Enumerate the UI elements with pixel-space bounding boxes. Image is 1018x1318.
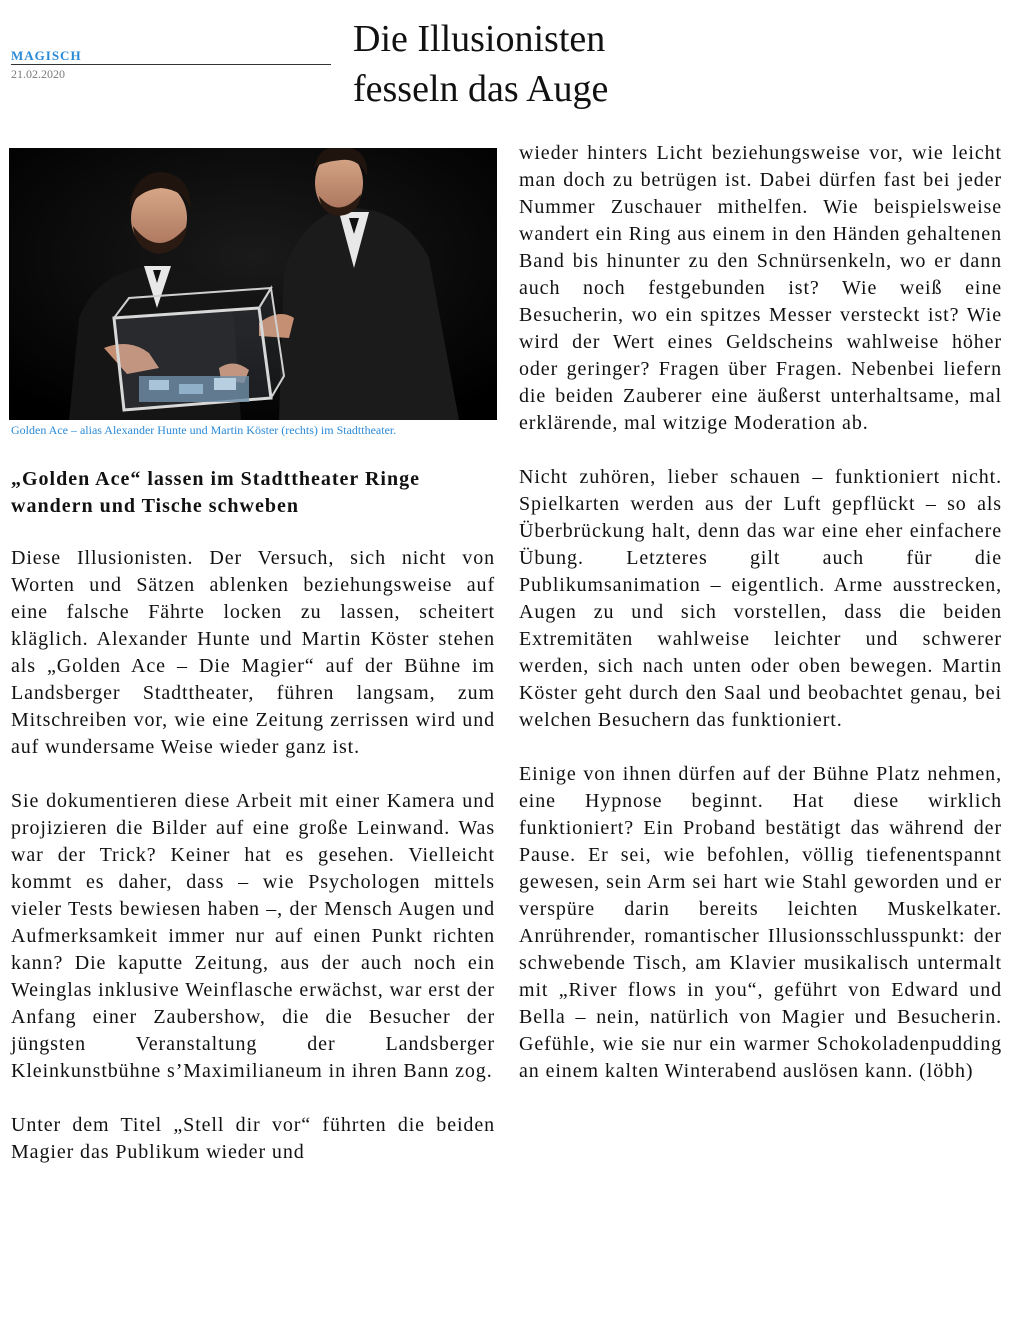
headline <box>353 14 993 114</box>
section-kicker: MAGISCH <box>11 48 331 65</box>
paragraph: Sie dokumentieren diese Arbeit mit einer Kamera und projizieren die Bilder auf eine große Leinwand. Was war der Trick? Keiner hat es gesehen. Vielleicht kommt es daher, dass – wie Psychologen mittels vieler Tests bewiesen haben –, der Mensch Augen und Aufmerksamkeit immer nur auf einen Punkt richten kann? Die kaputte Zeitung, aus der auch noch ein Weinglas inklusive Weinflasche erwächst, war erst der Anfang einer Zaubershow, die die Besucher der jüngsten Veranstaltung der Landsberger Kleinkunstbühne s’Maximilianeum in ihren Bann zog. <box>11 790 495 1082</box>
paragraph: wieder hinters Licht beziehungsweise vor, wie leicht man doch zu betrügen ist. Dabei dürfen fast bei jeder Nummer Zuschauer mithelfen. Wie beispielsweise wandert ein Ring aus einem in den Händen gehaltenen Band bis hinunter zu den Schnürsenkeln, wo er dann auch noch festgebunden ist? Wie weiß eine Besucherin, wo ein spitzes Messer versteckt ist? Wie wird der Wert eines Geldscheins wahlweise höher oder geringer? Fragen über Fragen. Nebenbei liefern die beiden Zauberer eine äußerst unterhaltsame, mal erklärende, mal witzige Moderation ab. <box>519 142 1002 434</box>
photo-illustration <box>9 148 497 420</box>
headline-line-1: Die Illusionisten <box>353 18 606 60</box>
paragraph: Einige von ihnen dürfen auf der Bühne Platz nehmen, eine Hypnose beginnt. Hat diese wirklich funktioniert? Ein Proband bestätigt das während der Pause. Er sei, wie befohlen, völlig tiefenentspannt gewesen, sein Arm sei hart wie Stahl geworden und er verspüre darin bereits leichten Muskelkater. Anrührender, romantischer Illusionsschlusspunkt: der schwebende Tisch, am Klavier musikalisch untermalt mit „River flows in you“, geführt von Edward und Bella – nein, natürlich von Magier und Besucherin. Gefühle, wie sie nur ein warmer Schokoladenpudding an einem kalten Winterabend auslösen kann. (löbh) <box>519 763 1002 1082</box>
paragraph: Nicht zuhören, lieber schauen – funktioniert nicht. Spielkarten werden aus der Luft gepflückt – so als Überbrückung halt, denn das war eine eher einfachere Übung. Letzteres gilt auch für die Publikumsanimation – eigentlich. Arme ausstrecken, Augen zu und sich vorstellen, dass die beiden Extremitäten wahlweise leichter und schwerer werden, sich nach unten oder oben bewegen. Martin Köster geht durch den Saal und beobachtet genau, bei welchen Besuchern das funktioniert. <box>519 466 1002 731</box>
subheadline: „Golden Ace“ lassen im Stadttheater Ringe wandern und Tische schweben <box>11 468 420 517</box>
headline-line-2: fesseln das Auge <box>353 68 609 110</box>
paragraph: Diese Illusionisten. Der Versuch, sich nicht von Worten und Sätzen ablenken beziehungsweise auf eine falsche Fährte locken zu lassen, scheitert kläglich. Alexander Hunte und Martin Köster stehen als „Golden Ace – Die Magier“ auf der Bühne im Landsberger Stadttheater, führen langsam, zum Mitschreiben vor, wie eine Zeitung zerrissen wird und auf wundersame Weise wieder ganz ist. <box>11 547 495 758</box>
article-column-right <box>519 140 1002 1085</box>
article-photo <box>9 148 497 420</box>
paragraph: Unter dem Titel „Stell dir vor“ führten die beiden Magier das Publikum wieder und <box>11 1114 495 1163</box>
article-column-left <box>11 545 495 1166</box>
photo-caption: Golden Ace – alias Alexander Hunte und Martin Köster (rechts) im Stadttheater. <box>11 423 397 437</box>
publish-date: 21.02.2020 <box>11 67 65 81</box>
